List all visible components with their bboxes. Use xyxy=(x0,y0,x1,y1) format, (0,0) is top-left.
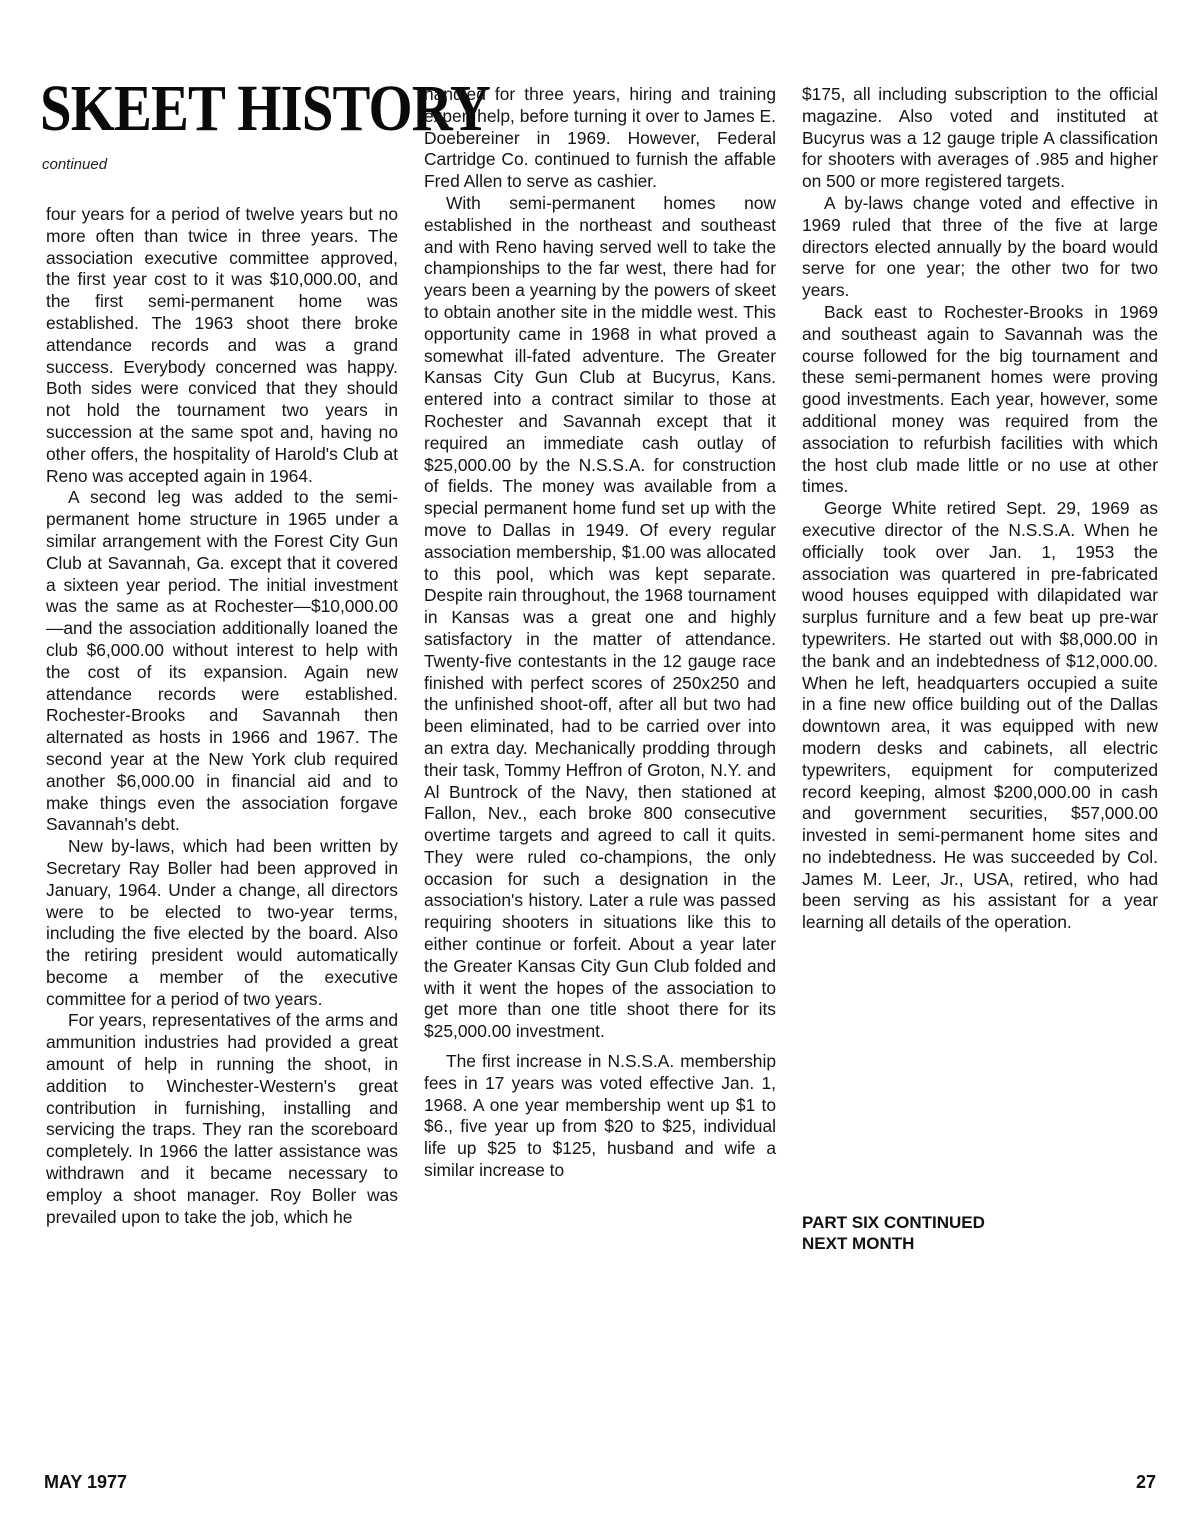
continuation-line: PART SIX CONTINUED xyxy=(802,1213,985,1232)
paragraph: The first increase in N.S.S.A. membership fees in 17 years was voted effective Jan. 1, 1968. A one year membership went up $1 to $6., five year up from $20 to $25, individual life up $25 to $125, husband and wife a similar increase to xyxy=(424,1051,776,1181)
continuation-line: NEXT MONTH xyxy=(802,1234,915,1253)
paragraph: For years, representatives of the arms and ammunition industries had provided a great amount of help in running the shoot, in addition to Winchester-Western's great contribution in furnishing, installing and servicing the traps. They ran the scoreboard completely. In 1966 the latter assistance was withdrawn and it became necessary to employ a shoot manager. Roy Boller was prevailed upon to take the job, which he xyxy=(46,1010,398,1227)
paragraph: George White retired Sept. 29, 1969 as executive director of the N.S.S.A. When he officially took over Jan. 1, 1953 the association was quartered in pre-fabricated wood houses equipped with dilapidated war surplus furniture and a few beat up pre-war typewriters. He started out with $8,000.00 in the bank and an indebtedness of $12,000.00. When he left, headquarters occupied a suite in a fine new office building out of the Dallas downtown area, it was equipped with new modern desks and cabinets, all electric typewriters, equipment for computerized record keeping, almost $200,000.00 in cash and government securities, $57,000.00 invested in semi-permanent home sites and no indebtedness. He was succeeded by Col. James M. Leer, Jr., USA, retired, who had been serving as his assistant for a year learning all details of the operation. xyxy=(802,498,1158,933)
paragraph: New by-laws, which had been written by Secretary Ray Boller had been approved in January, 1964. Under a change, all directors were to be elected to two-year terms, including the five elected by the board. Also the retiring president would automatically become a member of the executive committee for a period of two years. xyxy=(46,836,398,1009)
paragraph: A second leg was added to the semi-permanent home structure in 1965 under a similar arrangement with the Forest City Gun Club at Savannah, Ga. except that it covered a sixteen year period. The initial investment was the same as at Rochester—$10,000.00—and the association additionally loaned the club $6,000.00 without interest to help with the cost of its expansion. Again new attendance records were established. Rochester-Brooks and Savannah then alternated as hosts in 1966 and 1967. The second year at the New York club required another $6,000.00 in financial aid and to make things even the association forgave Savannah's debt. xyxy=(46,487,398,835)
paragraph: A by-laws change voted and effective in 1969 ruled that three of the five at large directors elected annually by the board would serve for one year; the other two for two years. xyxy=(802,192,1158,301)
text-column-1 xyxy=(46,204,398,1228)
paragraph: four years for a period of twelve years but no more often than twice in three years. The association executive committee approved, the first year cost to it was $10,000.00, and the first semi-permanent home was established. The 1963 shoot there broke attendance records and was a grand success. Everybody concerned was happy. Both sides were conviced that they should not hold the tournament two years in succession at the same spot and, having no other offers, the hospitality of Harold's Club at Reno was accepted again in 1964. xyxy=(46,204,398,486)
paragraph: Back east to Rochester-Brooks in 1969 and southeast again to Savannah was the course followed for the big tournament and these semi-permanent homes were proving good investments. Each year, however, some additional money was required from the association to refurbish facilities with which the host club made little or no use at other times. xyxy=(802,301,1158,497)
text-column-2 xyxy=(424,84,776,1182)
article-subtitle: continued xyxy=(42,156,108,173)
paragraph: With semi-permanent homes now established in the northeast and southeast and with Reno having served well to take the championships to the far west, there had for years been a yearning by the powers of skeet to obtain another site in the middle west. This opportunity came in 1968 in what proved a somewhat ill-fated adventure. The Greater Kansas City Gun Club at Bucyrus, Kans. entered into a contract similar to those at Rochester and Savannah except that it required an immediate cash outlay of $25,000.00 by the N.S.S.A. for construction of fields. The money was available from a special permanent home fund set up with the move to Dallas in 1949. Of every regular association membership, $1.00 was allocated to this pool, which was kept separate. Despite rain throughout, the 1968 tournament in Kansas was a great one and highly satisfactory in the matter of attendance. Twenty-five contestants in the 12 gauge race finished with perfect scores of 250x250 and the unfinished shoot-off, after all but two had been eliminated, had to be carried over into an extra day. Mechanically prodding through their task, Tommy Heffron of Groton, N.Y. and Al Buntrock of the Navy, then stationed at Fallon, Nev., each broke 800 consecutive overtime targets and agreed to call it quits. They were ruled co-champions, the only occasion for such a designation in the association's history. Later a rule was passed requiring shooters in situations like this to either continue or forfeit. About a year later the Greater Kansas City Gun Club folded and with it went the hopes of the association to get more than one title shoot there for its $25,000.00 investment. xyxy=(424,192,776,1042)
text-column-3 xyxy=(802,84,1158,934)
paragraph: $175, all including subscription to the official magazine. Also voted and instituted at Bucyrus was a 12 gauge triple A classification for shooters with averages of .985 and higher on 500 or more registered targets. xyxy=(802,84,1158,192)
page-number: 27 xyxy=(1135,1472,1156,1492)
article-title: SKEET HISTORY xyxy=(40,72,491,145)
paragraph: handled for three years, hiring and training expert help, before turning it over to James E. Doebereiner in 1969. However, Federal Cartridge Co. continued to furnish the affable Fred Allen to serve as cashier. xyxy=(424,84,776,192)
footer-date: MAY 1977 xyxy=(44,1472,128,1492)
continuation-note xyxy=(802,1212,1122,1254)
